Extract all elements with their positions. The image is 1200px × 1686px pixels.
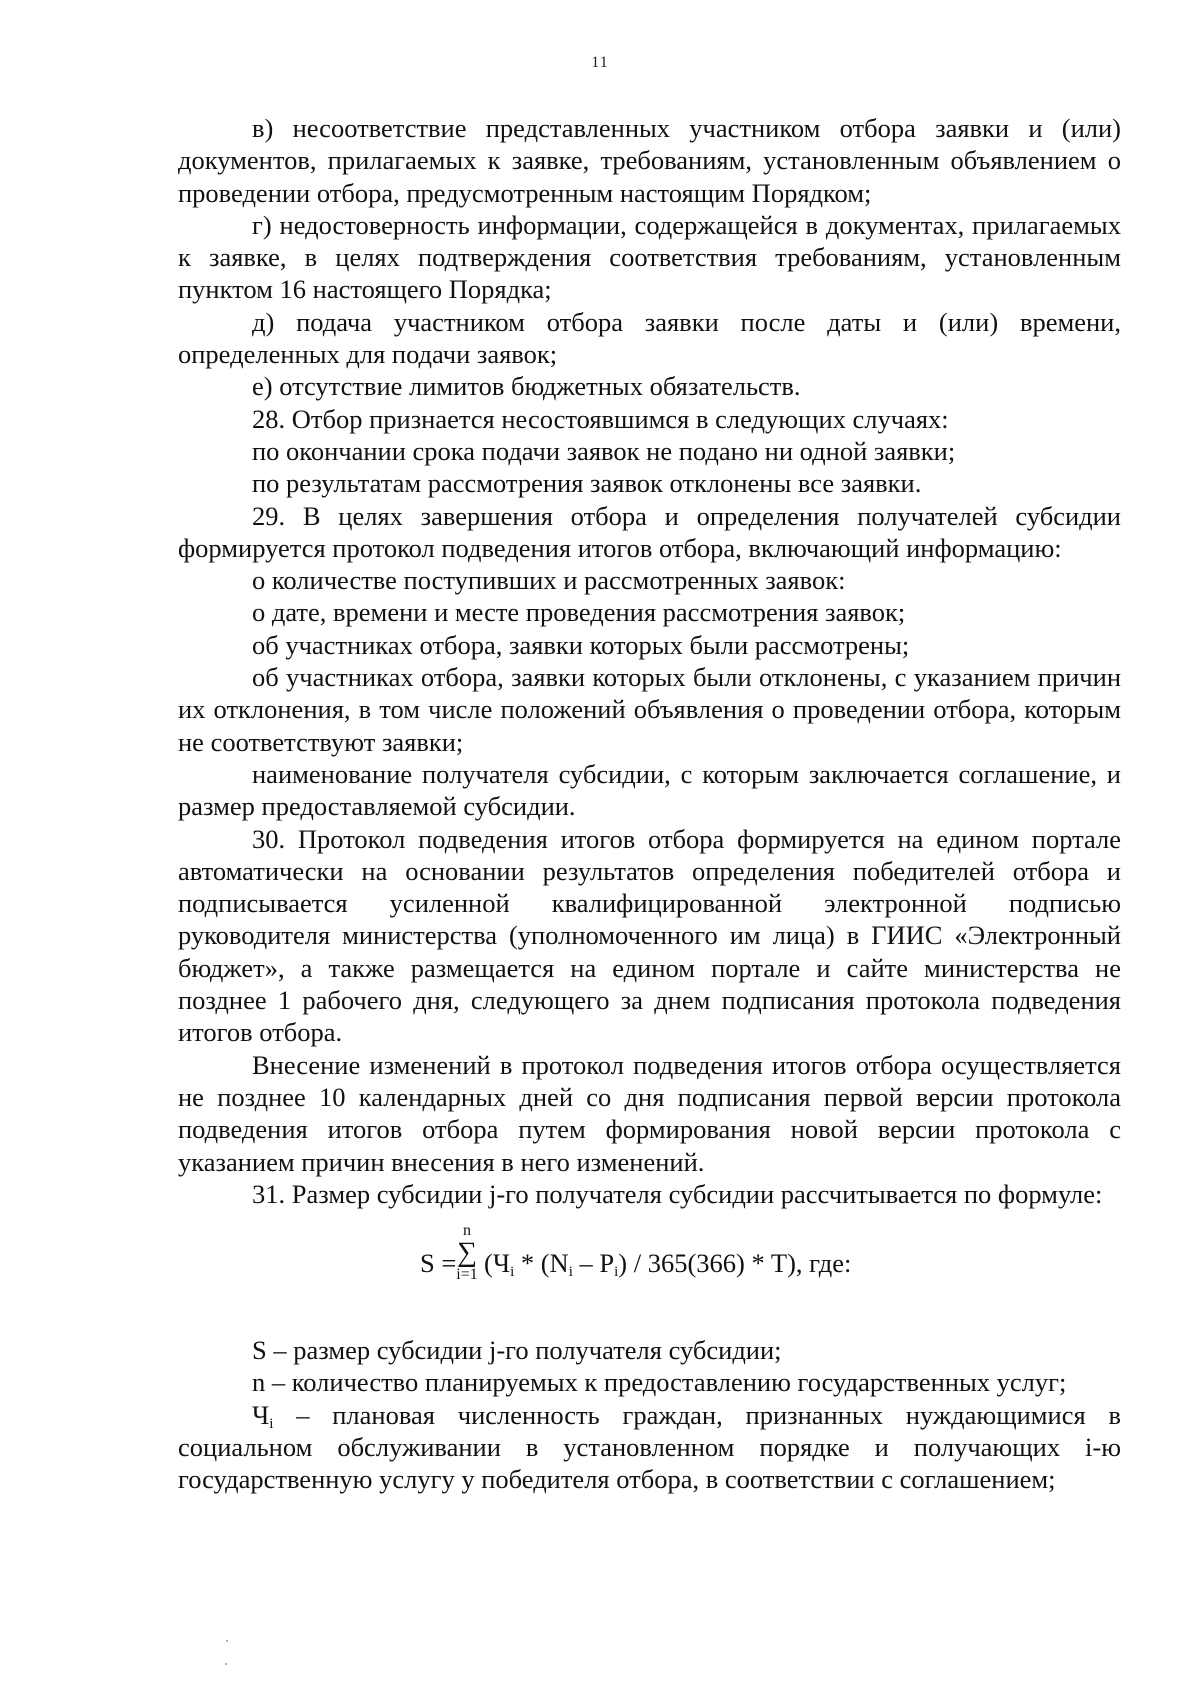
scan-artifact xyxy=(225,1663,227,1665)
paragraph-28: 28. Отбор признается несостоявшимся в следующих случаях: xyxy=(252,403,949,434)
paragraph-29-item-2: о дате, времени и месте проведения рассмотрения заявок; xyxy=(252,597,906,628)
sum-lower-limit: i=1 xyxy=(456,1266,478,1284)
paragraph-g: г) недостоверность информации, содержащейся в документах, прилагаемых к заявке, в целях подтверждения соответствия требованиям, установленным пунктом 16 настоящего Порядка; xyxy=(178,209,1121,305)
paragraph-30: 30. Протокол подведения итогов отбора формируется на едином портале автоматически на основании результатов определения победителей отбора и подписывается усиленной квалифицированной электронной подписью руководителя министерства (уполномоченного им лица) в ГИИС «Электронный бюджет», а также размещается на едином портале и сайте министерства не позднее 1 рабочего дня, следующего за днем подписания протокола подведения итогов отбора. xyxy=(178,823,1121,1048)
paragraph-29-item-4: об участниках отбора, заявки которых были отклонены, с указанием причин их отклонения, в том числе положений объявления о проведении отбора, которым не соответствуют заявки; xyxy=(178,662,1121,757)
paragraph-d: д) подача участником отбора заявки после даты и (или) времени, определенных для подачи заявок; xyxy=(178,306,1121,370)
page-number: 11 xyxy=(591,54,609,71)
formula-lhs: S = xyxy=(420,1248,457,1279)
sigma-icon: ∑ xyxy=(457,1237,477,1269)
paragraph-30-amendments: Внесение изменений в протокол подведения итогов отбора осуществляется не позднее 10 календарных дней со дня подписания первой версии протокола подведения итогов отбора путем формирования новой версии протокола с указанием причин внесения в него изменений. xyxy=(178,1049,1121,1177)
paragraph-28-case-2: по результатам рассмотрения заявок отклонены все заявки. xyxy=(252,468,922,499)
paragraph-29-item-5: наименование получателя субсидии, с которым заключается соглашение, и размер предоставляемой субсидии. xyxy=(178,758,1121,822)
definition-ch: $Ч_i$ – плановая численность граждан, признанных нуждающимися в социальном обслуживании в установленном порядке и получающих i-ю государственную услугу у победителя отбора, в соответствии с соглашением; xyxy=(178,1399,1121,1495)
sum-upper-limit: n xyxy=(463,1222,471,1240)
paragraph-28-case-1: по окончании срока подачи заявок не подано ни одной заявки; xyxy=(252,435,956,466)
scan-artifact xyxy=(226,1640,228,1642)
formula-rhs: $(Ч_i * (N_i - P_i) / 365(366) * T)$, где: xyxy=(484,1248,852,1281)
definition-s: S – размер субсидии j-го получателя субсидии; xyxy=(252,1335,782,1366)
paragraph-29-item-3: об участниках отбора, заявки которых были рассмотрены; xyxy=(252,629,910,660)
paragraph-31: 31. Размер субсидии j-го получателя субсидии рассчитывается по формуле: xyxy=(252,1178,1103,1209)
paragraph-29: 29. В целях завершения отбора и определения получателей субсидии формируется протокол подведения итогов отбора, включающий информацию: xyxy=(178,500,1121,563)
document-body xyxy=(178,112,1121,1496)
summation-symbol xyxy=(455,1222,479,1284)
paragraph-e: е) отсутствие лимитов бюджетных обязательств. xyxy=(252,371,801,402)
paragraph-v: в) несоответствие представленных участником отбора заявки и (или) документов, прилагаемых к заявке, требованиям, установленным объявлением о проведении отбора, предусмотренным настоящим Порядком; xyxy=(178,113,1121,208)
definition-n: n – количество планируемых к предоставлению государственных услуг; xyxy=(252,1367,1067,1398)
paragraph-29-item-1: о количестве поступивших и рассмотренных заявок: xyxy=(252,565,846,596)
subsidy-formula xyxy=(178,1210,1121,1334)
